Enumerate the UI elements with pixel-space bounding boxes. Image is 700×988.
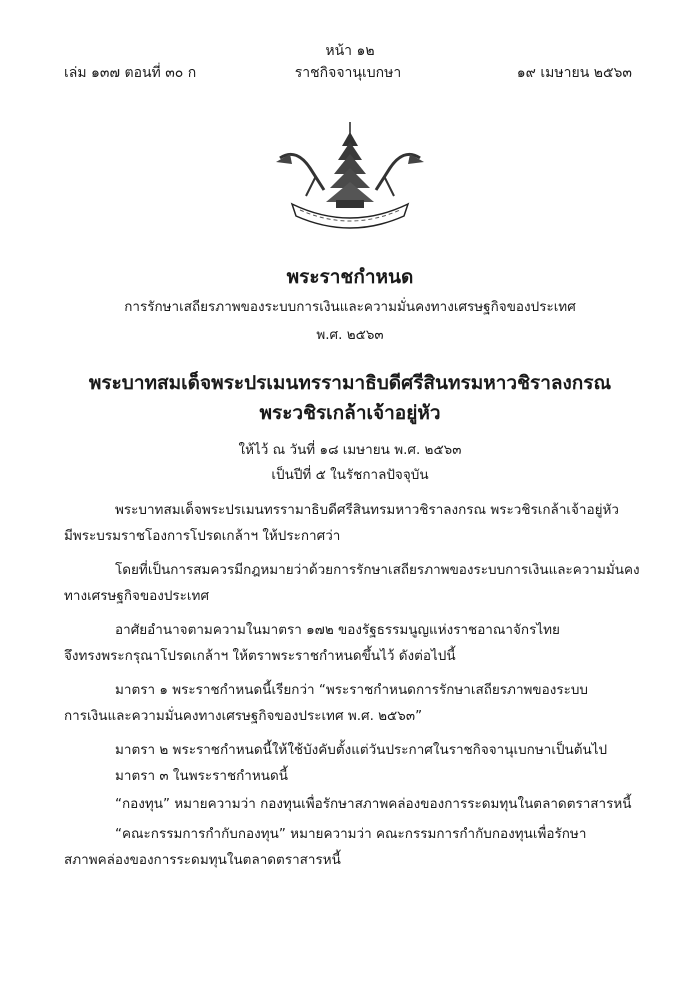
section-1-line-1: มาตรา ๑ พระราชกำหนดนี้เรียกว่า “พระราชกำหนดการรักษาเสถียรภาพของระบบ: [115, 682, 588, 698]
royal-emblem-icon: [272, 120, 428, 232]
gazette-name: ราชกิจจานุเบกษา: [294, 65, 402, 81]
authority-line-2: จึงทรงพระกรุณาโปรดเกล้าฯ ให้ตราพระราชกำหนดขึ้นไว้ ดังต่อไปนี้: [64, 648, 456, 664]
decree-title: พระราชกำหนด: [286, 266, 414, 288]
definition-committee-line-1: “คณะกรรมการกำกับกองทุน” หมายความว่า คณะกรรมการกำกับกองทุนเพื่อรักษา: [115, 826, 587, 842]
definition-fund: “กองทุน” หมายความว่า กองทุนเพื่อรักษาสภาพคล่องของการระดมทุนในตลาดตราสารหนี้: [115, 796, 632, 812]
decree-year: พ.ศ. ๒๕๖๓: [316, 327, 384, 343]
whereas-line-1: โดยที่เป็นการสมควรมีกฎหมายว่าด้วยการรักษาเสถียรภาพของระบบการเงินและความมั่นคง: [115, 562, 640, 578]
king-name-line-2: พระวชิรเกล้าเจ้าอยู่หัว: [259, 402, 441, 424]
definition-committee-line-2: สภาพคล่องของการระดมทุนในตลาดตราสารหนี้: [64, 852, 341, 868]
reign-year: เป็นปีที่ ๕ ในรัชกาลปัจจุบัน: [271, 467, 429, 483]
gazette-date: ๑๙ เมษายน ๒๕๖๓: [516, 65, 632, 81]
section-2: มาตรา ๒ พระราชกำหนดนี้ให้ใช้บังคับตั้งแต่วันประกาศในราชกิจจานุเบกษาเป็นต้นไป: [115, 742, 608, 758]
preamble-line-2: มีพระบรมราชโองการโปรดเกล้าฯ ให้ประกาศว่า: [64, 528, 341, 544]
preamble-line-1: พระบาทสมเด็จพระปรเมนทรรามาธิบดีศรีสินทรมหาวชิราลงกรณ พระวชิรเกล้าเจ้าอยู่หัว: [115, 502, 620, 518]
volume-issue: เล่ม ๑๓๗ ตอนที่ ๓๐ ก: [64, 65, 197, 81]
section-3: มาตรา ๓ ในพระราชกำหนดนี้: [115, 768, 288, 784]
gazette-header: [64, 62, 632, 82]
page-number: หน้า ๑๒: [325, 43, 375, 59]
decree-subject: การรักษาเสถียรภาพของระบบการเงินและความมั่นคงทางเศรษฐกิจของประเทศ: [124, 299, 576, 315]
given-date: ให้ไว้ ณ วันที่ ๑๘ เมษายน พ.ศ. ๒๕๖๓: [238, 442, 462, 458]
whereas-line-2: ทางเศรษฐกิจของประเทศ: [64, 588, 210, 604]
king-name-line-1: พระบาทสมเด็จพระปรเมนทรรามาธิบดีศรีสินทรมหาวชิราลงกรณ: [88, 372, 612, 394]
authority-line-1: อาศัยอำนาจตามความในมาตรา ๑๗๒ ของรัฐธรรมนูญแห่งราชอาณาจักรไทย: [115, 622, 560, 638]
section-1-line-2: การเงินและความมั่นคงทางเศรษฐกิจของประเทศ พ.ศ. ๒๕๖๓”: [64, 708, 423, 724]
